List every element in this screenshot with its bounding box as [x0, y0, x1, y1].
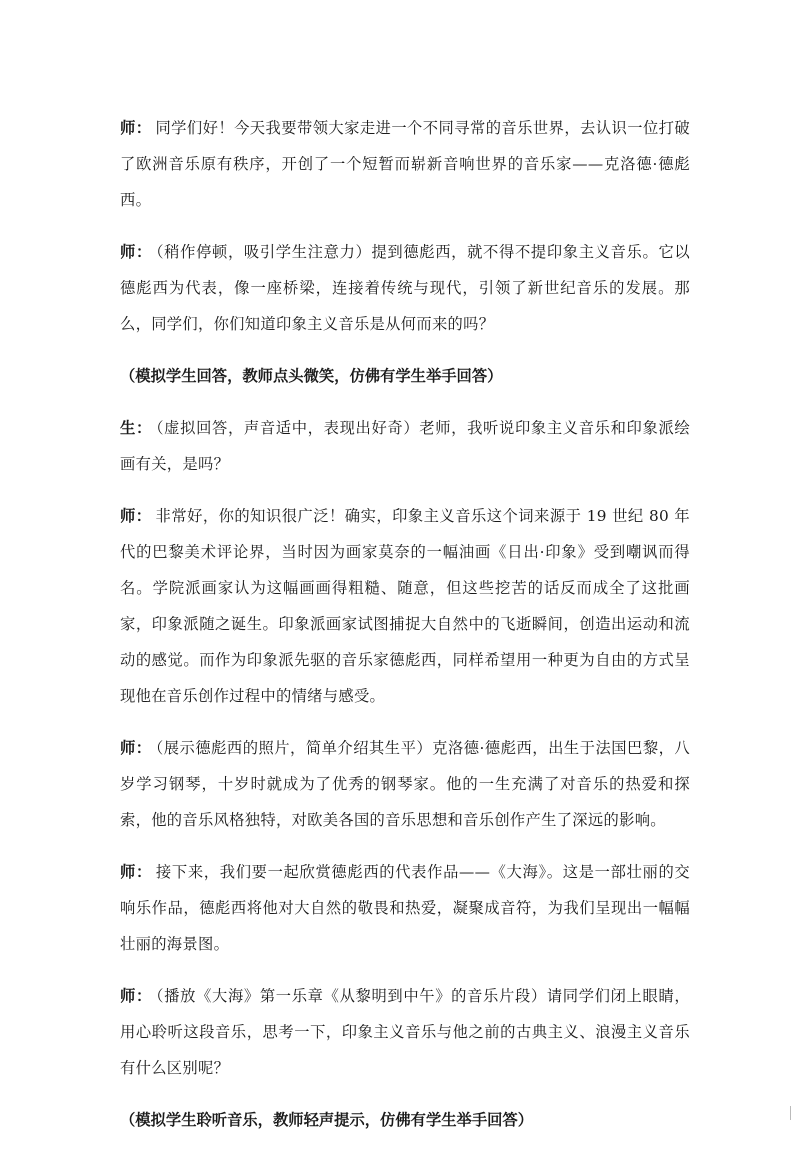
dialogue-text: （展示德彪西的照片，简单介绍其生平）克洛德·德彪西，出生于法国巴黎，八岁学习钢琴，十岁时就成为了优秀的钢琴家。他的一生充满了对音乐的热爱和探索，他的音乐风格独特，对欧美各国的音乐思想和音乐创作产生了深远的影响。: [120, 739, 690, 829]
dialogue-paragraph-4: [120, 498, 690, 714]
dialogue-paragraph-2: [120, 234, 690, 342]
dialogue-paragraph-3: [120, 410, 690, 482]
stage-direction-1: （模拟学生回答，教师点头微笑，仿佛有学生举手回答）: [120, 367, 503, 385]
scrollbar[interactable]: [790, 1106, 791, 1120]
speaker-label: 生：: [120, 419, 152, 437]
dialogue-text: （虚拟回答，声音适中，表现出好奇）老师，我听说印象主义音乐和印象派绘画有关，是吗？: [120, 419, 690, 473]
dialogue-text: （稍作停顿，吸引学生注意力）提到德彪西，就不得不提印象主义音乐。它以德彪西为代表，像一座桥梁，连接着传统与现代，引领了新世纪音乐的发展。那么，同学们，你们知道印象主义音乐是从何而来的吗？: [120, 243, 690, 333]
speaker-label: 师：: [120, 507, 152, 525]
stage-direction-2: （模拟学生聆听音乐，教师轻声提示，仿佛有学生举手回答）: [120, 1111, 534, 1129]
speaker-label: 师：: [120, 863, 152, 881]
dialogue-paragraph-1: [120, 110, 690, 218]
dialogue-paragraph-5: [120, 730, 690, 838]
dialogue-text: 接下来，我们要一起欣赏德彪西的代表作品——《大海》。这是一部壮丽的交响乐作品，德彪西将他对大自然的敬畏和热爱，凝聚成音符，为我们呈现出一幅幅壮丽的海景图。: [120, 863, 690, 953]
dialogue-paragraph-6: [120, 854, 690, 962]
document-page: [120, 110, 690, 1154]
speaker-label: 师：: [120, 987, 152, 1005]
speaker-label: 师：: [120, 243, 152, 261]
dialogue-text: 非常好，你的知识很广泛！确实，印象主义音乐这个词来源于 19 世纪 80 年代的巴黎美术评论界，当时因为画家莫奈的一幅油画《日出·印象》受到嘲讽而得名。学院派画家认为这幅画画得粗糙、随意，但这些挖苦的话反而成全了这批画家，印象派随之诞生。印象派画家试图捕捉大自然中的飞逝瞬间，创造出运动和流动的感觉。而作为印象派先驱的音乐家德彪西，同样希望用一种更为自由的方式呈现他在音乐创作过程中的情绪与感受。: [120, 507, 690, 705]
dialogue-paragraph-7: [120, 978, 690, 1086]
dialogue-text: 同学们好！今天我要带领大家走进一个不同寻常的音乐世界，去认识一位打破了欧洲音乐原有秩序，开创了一个短暂而崭新音响世界的音乐家——克洛德·德彪西。: [120, 119, 690, 209]
speaker-label: 师：: [120, 119, 152, 137]
speaker-label: 师：: [120, 739, 152, 757]
dialogue-text: （播放《大海》第一乐章《从黎明到中午》的音乐片段）请同学们闭上眼睛，用心聆听这段音乐，思考一下，印象主义音乐与他之前的古典主义、浪漫主义音乐有什么区别呢？: [120, 987, 690, 1077]
